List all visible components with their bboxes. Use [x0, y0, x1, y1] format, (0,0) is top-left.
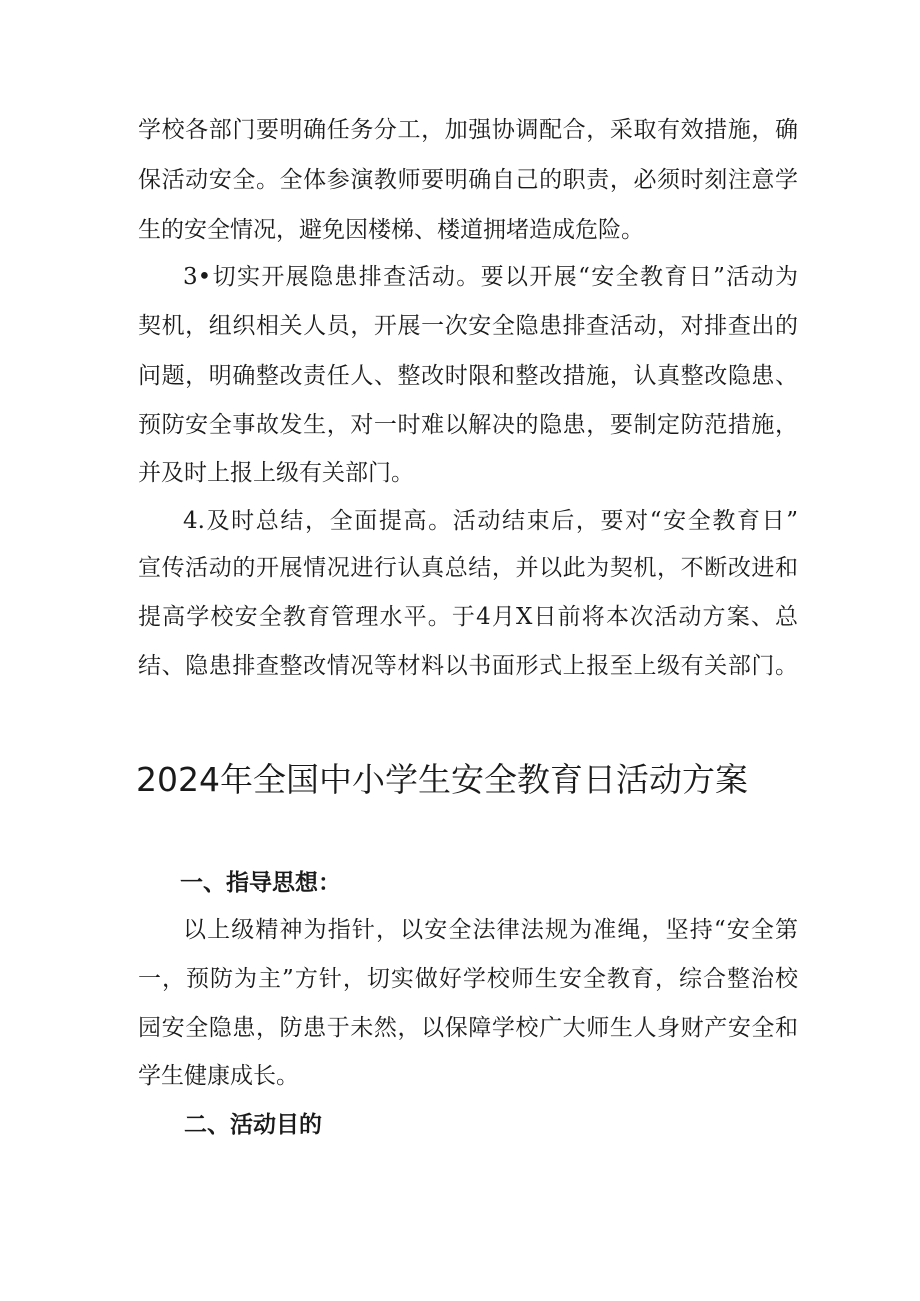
- paragraph-line: 4.及时总结，全面提高。活动结束后，要对“安全教育日”: [183, 508, 798, 534]
- paragraph-line: 生的安全情况，避免因楼梯、楼道拥堵造成危险。: [138, 217, 644, 243]
- document-title: 2024年全国中小学生安全教育日活动方案: [136, 760, 748, 799]
- paragraph-line: 契机，组织相关人员，开展一次安全隐患排查活动，对排查出的: [138, 313, 798, 339]
- paragraph-line: 3•切实开展隐患排查活动。要以开展“安全教育日”活动为: [183, 264, 798, 290]
- paragraph-line: 结、隐患排查整改情况等材料以书面形式上报至上级有关部门。: [138, 653, 798, 679]
- paragraph-line: 并及时上报上级有关部门。: [138, 460, 414, 486]
- section-heading-guiding-ideology: 一、指导思想：: [180, 870, 341, 896]
- paragraph-line: 一，预防为主”方针，切实做好学校师生安全教育，综合整治校: [138, 966, 798, 992]
- paragraph-line: 学生健康成长。: [138, 1063, 299, 1089]
- paragraph-line: 提高学校安全教育管理水平。于4月X日前将本次活动方案、总: [138, 604, 798, 630]
- section-heading-activity-purpose: 二、活动目的: [184, 1112, 322, 1138]
- paragraph-line: 以上级精神为指针，以安全法律法规为准绳，坚持“安全第: [183, 917, 798, 943]
- paragraph-line: 预防安全事故发生，对一时难以解决的隐患，要制定防范措施，: [138, 412, 798, 438]
- paragraph-line: 问题，明确整改责任人、整改时限和整改措施，认真整改隐患、: [138, 363, 798, 389]
- paragraph-line: 宣传活动的开展情况进行认真总结，并以此为契机，不断改进和: [138, 555, 798, 581]
- paragraph-line: 学校各部门要明确任务分工，加强协调配合，采取有效措施，确: [138, 117, 798, 143]
- paragraph-line: 保活动安全。全体参演教师要明确自己的职责，必须时刻注意学: [138, 167, 798, 193]
- paragraph-line: 园安全隐患，防患于未然，以保障学校广大师生人身财产安全和: [138, 1015, 798, 1041]
